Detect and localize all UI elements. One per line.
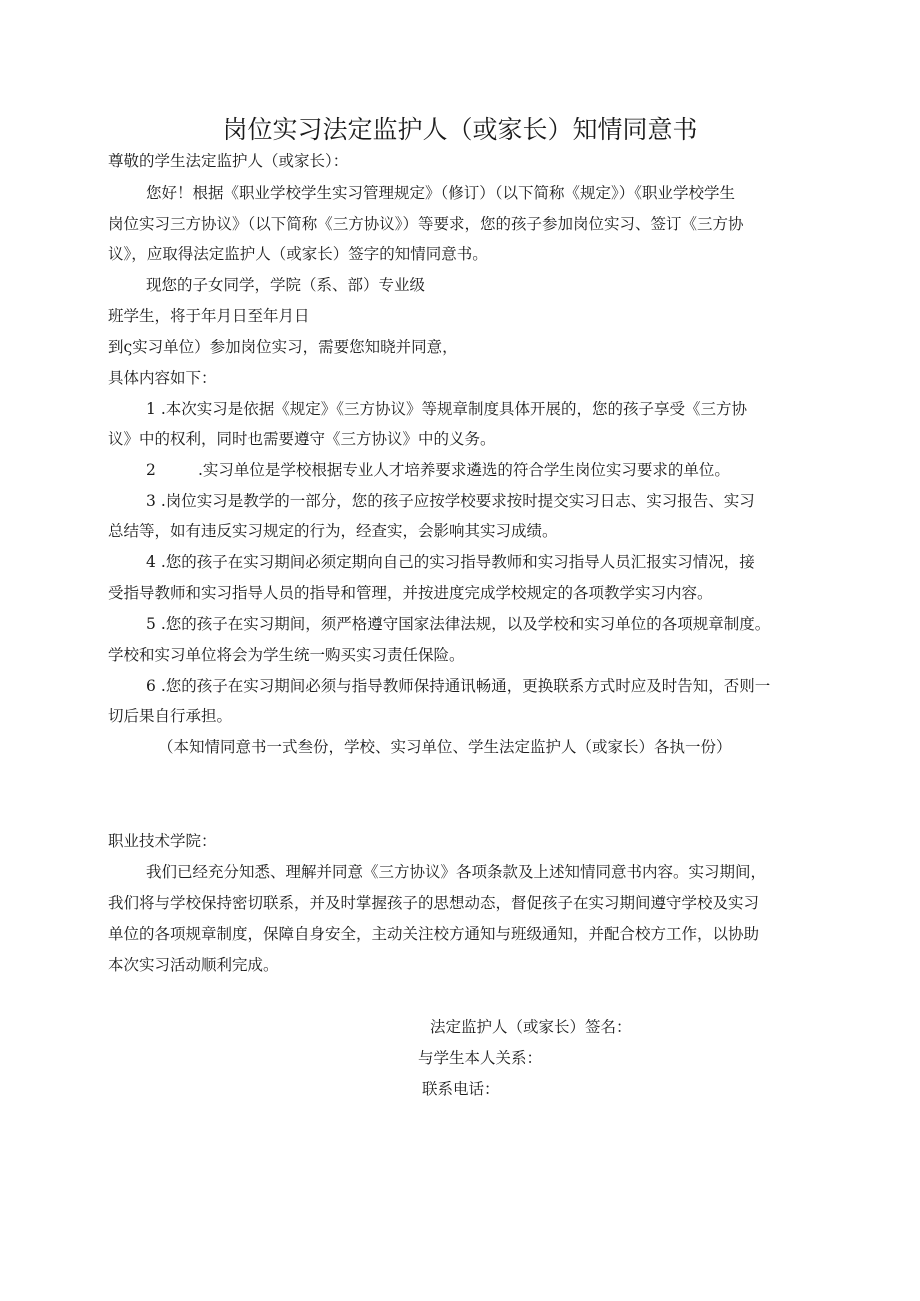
intro-line: 议》，应取得法定监护人（或家长）签字的知情同意书。 bbox=[108, 245, 488, 263]
item-number: 3 bbox=[146, 492, 156, 510]
reply-line: 单位的各项规章制度，保障自身安全，主动关注校方通知与班级通知，并配合校方工作，以协助 bbox=[108, 925, 760, 943]
item-text: .您的孩子在实习期间，须严格遵守国家法律法规，以及学校和实习单位的各项规章制度。 bbox=[160, 615, 771, 633]
document-title: 岗位实习法定监护人（或家长）知情同意书 bbox=[222, 115, 698, 144]
item-number: 5 bbox=[146, 615, 156, 633]
copies-note: （本知情同意书一式叁份，学校、实习单位、学生法定监护人（或家长）各执一份） bbox=[158, 738, 732, 756]
item-number: 1 bbox=[146, 400, 156, 418]
list-item bbox=[146, 675, 770, 697]
student-info-line: 班学生，将于年月日至年月日 bbox=[108, 307, 310, 325]
salutation: 尊敬的学生法定监护人（或家长）： bbox=[108, 152, 349, 170]
reply-addressee: 职业技术学院： bbox=[108, 832, 217, 850]
item-text: 学校和实习单位将会为学生统一购买实习责任保险。 bbox=[108, 646, 465, 664]
intro-line: 您好！根据《职业学校学生实习管理规定》（修订）（以下简称《规定》）《职业学校学生 bbox=[146, 184, 736, 202]
item-number: 4 bbox=[146, 553, 156, 571]
item-text: .您的孩子在实习期间必须与指导教师保持通讯畅通，更换联系方式时应及时告知，否则一 bbox=[160, 677, 771, 695]
item-text: .本次实习是依据《规定》《三方协议》等规章制度具体开展的，您的孩子享受《三方协 bbox=[160, 400, 747, 418]
item-text: 议》中的权利，同时也需要遵守《三方协议》中的义务。 bbox=[108, 430, 496, 448]
list-item bbox=[146, 459, 730, 481]
item-text: .实习单位是学校根据专业人才培养要求遴选的符合学生岗位实习要求的单位。 bbox=[198, 461, 730, 479]
item-text: .您的孩子在实习期间必须定期向自己的实习指导教师和实习指导人员汇报实习情况，接 bbox=[160, 553, 755, 571]
item-number: 6 bbox=[146, 677, 156, 695]
guardian-signature-label: 法定监护人（或家长）签名： bbox=[430, 1018, 632, 1036]
item-text: .岗位实习是教学的一部分，您的孩子应按学校要求按时提交实习日志、实习报告、实习 bbox=[160, 492, 755, 510]
list-item bbox=[146, 490, 755, 512]
student-info-line: 到ς实习单位）参加岗位实习，需要您知晓并同意， bbox=[108, 338, 458, 356]
list-item bbox=[146, 613, 770, 635]
list-item bbox=[146, 551, 755, 573]
item-text: 受指导教师和实习指导人员的指导和管理，并按进度完成学校规定的各项教学实习内容。 bbox=[108, 584, 713, 602]
item-text: 切后果自行承担。 bbox=[108, 707, 233, 725]
item-number: 2 bbox=[146, 461, 156, 479]
reply-line: 本次实习活动顺利完成。 bbox=[108, 956, 279, 974]
item-text: 总结等，如有违反实习规定的行为，经查实，会影响其实习成绩。 bbox=[108, 522, 558, 540]
relation-label: 与学生本人关系： bbox=[418, 1049, 543, 1067]
phone-label: 联系电话： bbox=[422, 1080, 500, 1098]
reply-line: 我们将与学校保持密切联系，并及时掌握孩子的思想动态，督促孩子在实习期间遵守学校及实习 bbox=[108, 894, 760, 912]
student-info-line: 具体内容如下： bbox=[108, 369, 217, 387]
intro-line: 岗位实习三方协议》（以下简称《三方协议》）等要求，您的孩子参加岗位实习、签订《三方协 bbox=[108, 215, 744, 233]
student-info-line: 现您的子女同学，学院（系、部）专业级 bbox=[146, 276, 426, 294]
list-item bbox=[146, 398, 747, 420]
reply-line: 我们已经充分知悉、理解并同意《三方协议》各项条款及上述知情同意书内容。实习期间， bbox=[146, 863, 767, 881]
